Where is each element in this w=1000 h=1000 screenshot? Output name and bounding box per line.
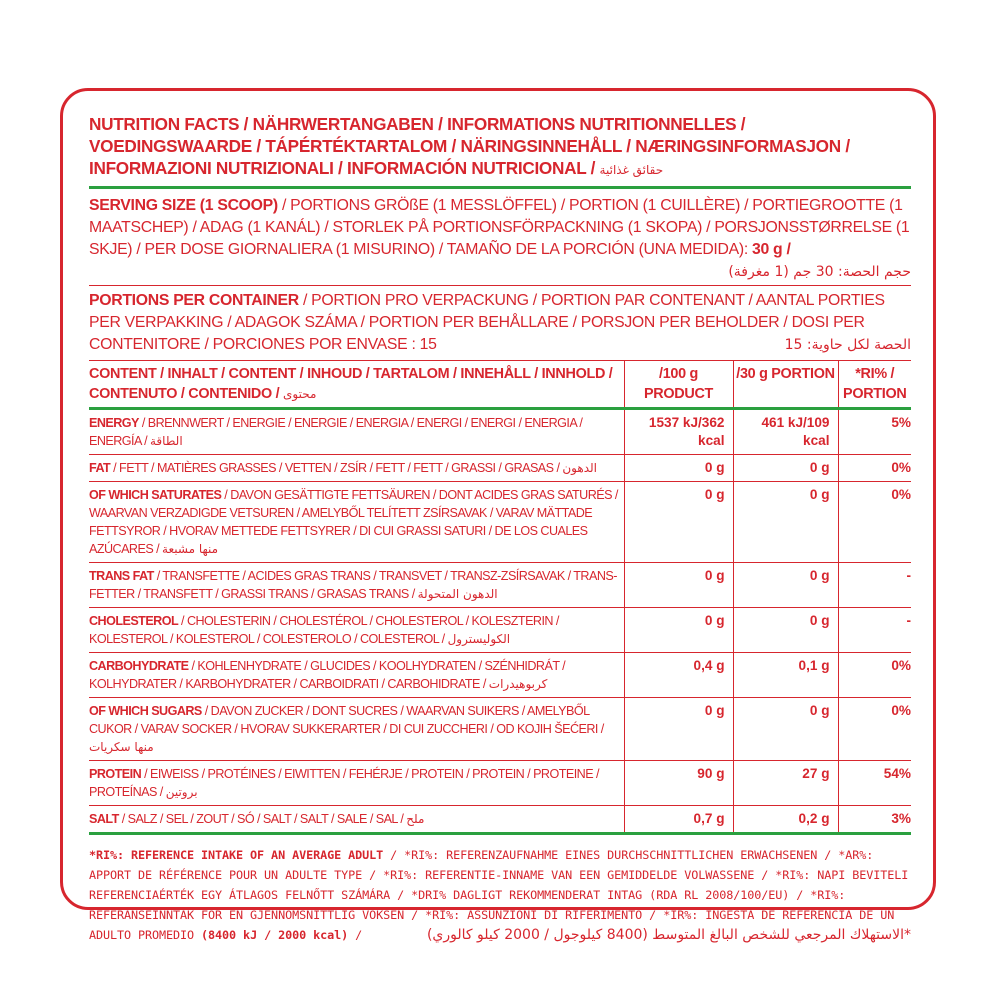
value-ri-percent: - <box>838 563 911 608</box>
nutrient-name: OF WHICH SATURATES <box>89 488 222 502</box>
row-description <box>89 761 624 806</box>
value-per-portion: 0,2 g <box>733 806 838 834</box>
nutrient-name: SALT <box>89 812 119 826</box>
header-ri-percent <box>838 361 911 409</box>
header-per-portion <box>733 361 838 409</box>
green-divider <box>89 186 911 189</box>
nutrient-translations: / FETT / MATIÈRES GRASSES / VETTEN / ZSÍR / FETT / FETT / GRASSI / GRASAS / <box>110 461 560 475</box>
title-arabic: حقائق غذائية <box>599 163 664 177</box>
row-description <box>89 409 624 455</box>
value-ri-percent: 0% <box>838 698 911 761</box>
serving-value: 30 g / <box>752 241 791 258</box>
portions-label: PORTIONS PER CONTAINER <box>89 292 299 309</box>
value-per-portion: 0,1 g <box>733 653 838 698</box>
footnote-arabic: *الاستهلاك المرجعي للشخص البالغ المتوسط (8400 كيلوجول / 2000 كيلو كالوري) <box>426 927 911 943</box>
header-content-arabic: محتوى <box>283 387 317 401</box>
value-per-portion: 0 g <box>733 698 838 761</box>
value-ri-percent: 0% <box>838 455 911 482</box>
value-ri-percent: 5% <box>838 409 911 455</box>
header-per-portion-text: /30 g PORTION <box>736 366 835 382</box>
value-per-portion: 0 g <box>733 563 838 608</box>
value-per-portion: 0 g <box>733 482 838 563</box>
table-row <box>89 455 911 482</box>
value-per-100g: 0,4 g <box>624 653 733 698</box>
value-per-100g: 0,7 g <box>624 806 733 834</box>
table-row <box>89 563 911 608</box>
nutrient-translations: / DAVON GESÄTTIGTE FETTSÄUREN / DONT ACIDES GRAS SATURÉS / WAARVAN VERZADIGDE VETSUREN / AMELYBŐL TELÍTETT ZSÍRSAVAK / VARAV MÄTTADE FETTSYROR / HVORAV METTEDE FETTSYRER / DI CUI GRASSI SATURI / DE LOS CUALES AZÚCARES / <box>89 488 618 556</box>
table-row <box>89 698 911 761</box>
nutrient-translations: / SALZ / SEL / ZOUT / SÓ / SALT / SALT / SALE / SAL / <box>118 812 404 826</box>
nutrient-arabic: الدهون المتحولة <box>417 587 498 601</box>
nutrient-arabic: الطاقة <box>150 434 183 448</box>
nutrient-translations: / DAVON ZUCKER / DONT SUCRES / WAARVAN SUIKERS / AMELYBŐL CUKOR / VARAV SOCKER / HVORAV SUKKERARTER / DI CUI ZUCCHERI / OD KOJIH ŠEĆERI / <box>89 704 604 736</box>
row-description <box>89 698 624 761</box>
row-description <box>89 482 624 563</box>
value-ri-percent: 0% <box>838 482 911 563</box>
value-per-portion: 461 kJ/109 kcal <box>733 409 838 455</box>
value-ri-percent: 0% <box>838 653 911 698</box>
header-ri-percent-text: *RI% / PORTION <box>843 366 907 402</box>
table-row <box>89 653 911 698</box>
table-header-row <box>89 361 911 409</box>
table-row <box>89 608 911 653</box>
reference-intake-footnote <box>89 845 911 945</box>
value-per-portion: 27 g <box>733 761 838 806</box>
serving-text: / PORTIONS GRÖßE (1 MESSLÖFFEL) / PORTION (1 CUILLÈRE) / PORTIEGROOTTE (1 MAATSCHEP) / ADAG (1 KANÁL) / STORLEK PÅ PORTIONSFÖRPACKNING (1 SKOPA) / PORSJONSSTØRRELSE (1 SKJE) / PER DOSE GIORNALIERA (1 MISURINO) / TAMAÑO DE LA PORCIÓN (UNA MEDIDA): <box>89 197 910 258</box>
value-ri-percent: 3% <box>838 806 911 834</box>
serving-size <box>89 195 911 283</box>
nutrient-translations: / CHOLESTERIN / CHOLESTÉROL / CHOLESTEROL / KOLESZTERIN / KOLESTEROL / KOLESTEROL / COLESTEROLO / COLESTEROL / <box>89 614 559 646</box>
row-description <box>89 608 624 653</box>
portions-arabic: الحصة لكل حاوية: 15 <box>784 337 911 353</box>
table-row <box>89 806 911 834</box>
row-description <box>89 653 624 698</box>
nutrient-translations: / EIWEISS / PROTÉINES / EIWITTEN / FEHÉRJE / PROTEIN / PROTEIN / PROTEINE / PROTEÍNAS / <box>89 767 599 799</box>
value-per-100g: 0 g <box>624 608 733 653</box>
row-description <box>89 563 624 608</box>
value-per-portion: 0 g <box>733 608 838 653</box>
nutrient-arabic: منها سكريات <box>89 740 154 754</box>
table-row <box>89 409 911 455</box>
nutrition-table <box>89 361 911 835</box>
table-row <box>89 482 911 563</box>
nutrient-translations: / TRANSFETTE / ACIDES GRAS TRANS / TRANSVET / TRANSZ-ZSÍRSAVAK / TRANS-FETTER / TRANSFETT / GRASSI TRANS / GRASAS TRANS / <box>89 569 617 601</box>
nutrient-arabic: الدهون <box>562 461 597 475</box>
header-per-100g <box>624 361 733 409</box>
nutrition-label-panel <box>60 88 936 943</box>
nutrient-name: ENERGY <box>89 416 139 430</box>
value-per-100g: 0 g <box>624 563 733 608</box>
serving-arabic: حجم الحصة: 30 جم (1 مغرفة) <box>728 264 911 280</box>
nutrient-arabic: الكوليسترول <box>447 632 511 646</box>
footnote-energy: (8400 kJ / 2000 kcal) <box>201 928 349 942</box>
nutrient-name: CARBOHYDRATE <box>89 659 189 673</box>
label-title <box>89 113 911 181</box>
portions-text: / PORTION PRO VERPACKUNG / PORTION PAR CONTENANT / AANTAL PORTIES PER VERPAKKING / ADAGOK SZÁMA / PORTION PER BEHÅLLARE / PORSJON PER BEHOLDER / DOSI PER CONTENITORE / PORCIONES POR ENVASE : 15 <box>89 292 885 353</box>
divider <box>89 285 911 286</box>
row-description <box>89 806 624 834</box>
value-per-100g: 1537 kJ/362 kcal <box>624 409 733 455</box>
portions-per-container <box>89 290 911 356</box>
value-per-100g: 0 g <box>624 482 733 563</box>
nutrient-name: CHOLESTEROL <box>89 614 179 628</box>
label-content <box>89 113 911 945</box>
nutrient-arabic: كربوهيدرات <box>488 677 548 691</box>
nutrient-arabic: ملح <box>406 812 425 826</box>
nutrient-name: OF WHICH SUGARS <box>89 704 202 718</box>
table-row <box>89 761 911 806</box>
nutrient-name: PROTEIN <box>89 767 142 781</box>
value-per-portion: 0 g <box>733 455 838 482</box>
header-content <box>89 361 624 409</box>
nutrient-name: TRANS FAT <box>89 569 154 583</box>
nutrient-arabic: بروتين <box>165 785 198 799</box>
header-content-text: CONTENT / INHALT / CONTENT / INHOUD / TARTALOM / INNEHÅLL / INNHOLD / CONTENUTO / CONTENIDO / <box>89 366 613 402</box>
value-ri-percent: 54% <box>838 761 911 806</box>
value-per-100g: 90 g <box>624 761 733 806</box>
value-ri-percent: - <box>838 608 911 653</box>
footnote-text: / *RI%: REFERENZAUFNAHME EINES DURCHSCHNITTLICHEN ERWACHSENEN / *AR%: APPORT DE RÉFÉRENCE POUR UN ADULTE TYPE / *RI%: REFERENTIE-INNAME VAN EEN GEMIDDELDE VOLWASSENE / *RI%: NAPI BEVITELI REFERENCIAÉRTÉK EGY ÁTLAGOS FELNŐTT SZÁMÁRA / *DRI% DAGLIGT REKOMMENDERAT INTAG (RDA RL 2008/100/EU) / *RI%: REFERANSEINNTAK FOR EN GJENNOMSNITTLIG VOKSEN / *RI%: ASSUNZIONI DI RIFERIMENTO / *IR%: INGESTA DE REFERENCIA DE UN ADULTO PROMEDIO <box>89 848 909 942</box>
nutrient-name: FAT <box>89 461 111 475</box>
title-text: NUTRITION FACTS / NÄHRWERTANGABEN / INFORMATIONS NUTRITIONNELLES / VOEDINGSWAARDE / TÁPÉRTÉKTARTALOM / NÄRINGSINNEHÅLL / NÆRINGSINFORMASJON / INFORMAZIONI NUTRIZIONALI / INFORMACIÓN NUTRICIONAL / <box>89 114 850 178</box>
footnote-bold: *RI%: REFERENCE INTAKE OF AN AVERAGE ADULT <box>89 848 384 862</box>
value-per-100g: 0 g <box>624 455 733 482</box>
footnote-end: / <box>348 928 363 942</box>
nutrient-translations: / BRENNWERT / ENERGIE / ENERGIE / ENERGIA / ENERGI / ENERGI / ENERGIA / ENERGÍA / <box>89 416 583 448</box>
nutrient-translations: / KOHLENHYDRATE / GLUCIDES / KOOLHYDRATEN / SZÉNHIDRÁT / KOLHYDRATER / KARBOHYDRATER / CARBOIDRATI / CARBOHIDRATE / <box>89 659 566 691</box>
nutrient-arabic: منها مشبعة <box>162 542 219 556</box>
serving-label: SERVING SIZE (1 SCOOP) <box>89 197 278 214</box>
row-description <box>89 455 624 482</box>
header-per-100g-text: /100 g PRODUCT <box>643 366 714 402</box>
value-per-100g: 0 g <box>624 698 733 761</box>
